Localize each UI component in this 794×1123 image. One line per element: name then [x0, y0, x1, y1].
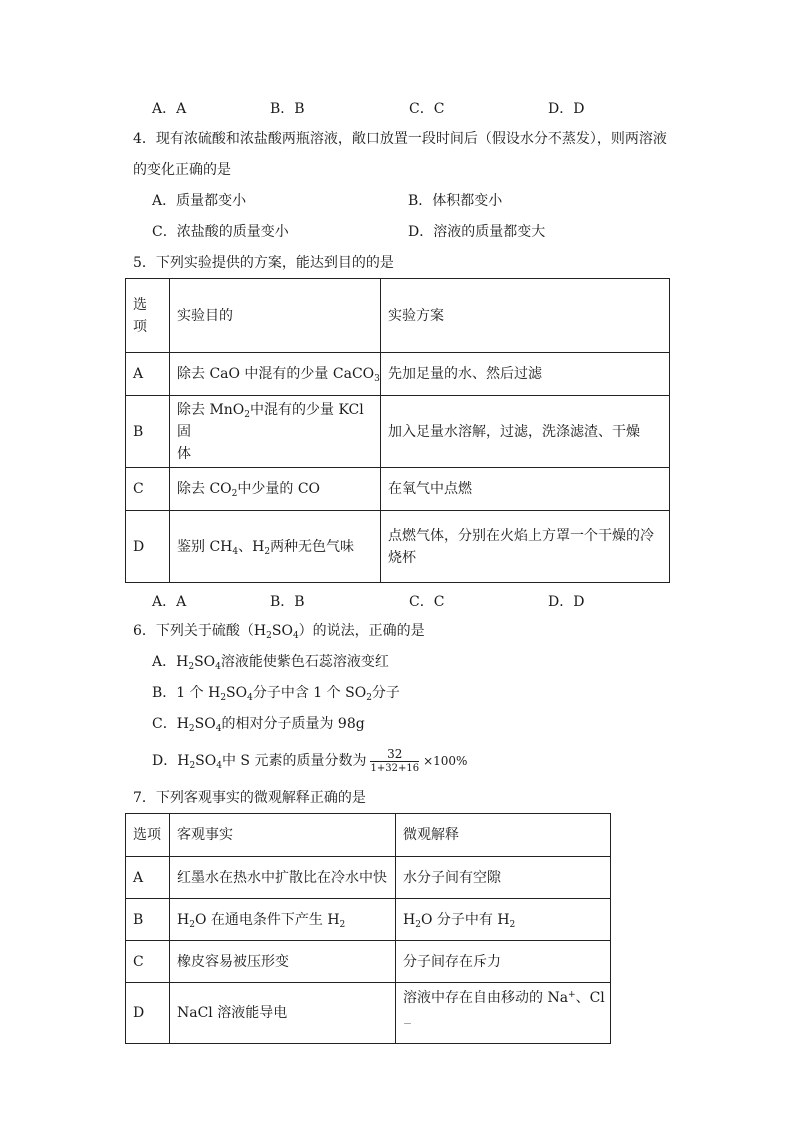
q5-option-c[interactable]: C．C — [409, 594, 445, 610]
q4-option-d[interactable]: D．溶液的质量都变大 — [408, 224, 546, 240]
q3-option-d[interactable]: D．D — [548, 101, 585, 117]
q4-option-a[interactable]: A．质量都变小 — [152, 193, 247, 209]
q4-option-c[interactable]: C．浓盐酸的质量变小 — [152, 224, 289, 240]
q5-stem: 5．下列实验提供的方案，能达到目的的是 — [133, 255, 394, 271]
q7-row-a-option: A — [126, 857, 170, 899]
q5-row-b-option: B — [126, 396, 170, 468]
q5-table — [125, 278, 670, 583]
q7-row-b-fact: $H_2O$ 在通电条件下产生 $H_2$ — [170, 899, 396, 941]
table-row — [126, 857, 611, 899]
q3-option-c[interactable]: C．C — [409, 101, 445, 117]
q7-row-d-option: D — [126, 983, 170, 1044]
q5-header-option: 选 项 — [126, 279, 170, 353]
table-row — [126, 468, 670, 511]
q7-header-row — [126, 814, 611, 857]
q6-stem: 6．下列关于硫酸$(H_2SO_4)$的说法，正确的是 — [133, 623, 425, 641]
q5-option-d[interactable]: D．D — [548, 594, 585, 610]
q7-stem: 7．下列客观事实的微观解释正确的是 — [133, 790, 366, 806]
q5-row-d-plan: 点燃气体，分别在火焰上方罩一个干燥的冷 烧杯 — [381, 511, 670, 583]
q7-row-c-explanation: 分子间存在斥力 — [396, 941, 611, 983]
q5-row-a-plan: 先加足量的水、然后过滤 — [381, 353, 670, 396]
table-row — [126, 899, 611, 941]
q7-header-option: 选项 — [126, 814, 170, 857]
table-row — [126, 941, 611, 983]
q6-option-d[interactable]: D．$H_2SO_4$中 S 元素的质量分数为 $\frac{32}{1+32+16}$ ×100% — [152, 746, 468, 774]
q7-row-a-explanation: 水分子间有空隙 — [396, 857, 611, 899]
q4-stem-line1: 4．现有浓硫酸和浓盐酸两瓶溶液，敞口放置一段时间后（假设水分不蒸发），则两溶液 — [133, 131, 667, 147]
table-row — [126, 396, 670, 468]
q3-option-a[interactable]: A．A — [152, 101, 187, 117]
q5-option-b[interactable]: B．B — [270, 594, 305, 610]
q5-row-c-plan: 在氧气中点燃 — [381, 468, 670, 511]
q5-header-aim: 实验目的 — [170, 279, 381, 353]
q5-options — [152, 591, 712, 609]
table-row — [126, 511, 670, 583]
q3-option-b[interactable]: B．B — [270, 101, 305, 117]
q5-row-d-option: D — [126, 511, 170, 583]
q7-row-c-option: C — [126, 941, 170, 983]
q7-row-c-fact: 橡皮容易被压形变 — [170, 941, 396, 983]
q7-header-explanation: 微观解释 — [396, 814, 611, 857]
q5-row-b-plan: 加入足量水溶解，过滤，洗涤滤渣、干燥 — [381, 396, 670, 468]
q7-row-a-fact: 红墨水在热水中扩散比在冷水中快 — [170, 857, 396, 899]
table-row — [126, 353, 670, 396]
q6-option-a[interactable]: A．$H_2SO_4$溶液能使紫色石蕊溶液变红 — [152, 654, 389, 672]
q5-row-a-option: A — [126, 353, 170, 396]
q5-row-b-aim: 除去 MnO$_2$中混有的少量 KCl 固 体 — [170, 396, 381, 468]
q5-row-c-aim: 除去 $CO_2$中少量的 CO — [170, 468, 381, 511]
q5-row-d-aim: 鉴别 $CH_4$、$H_2$两种无色气味 — [170, 511, 381, 583]
q7-row-b-explanation: $H_2O$ 分子中有 $H_2$ — [396, 899, 611, 941]
q4-option-b[interactable]: B．体积都变小 — [408, 193, 503, 209]
q7-row-d-fact: NaCl 溶液能导电 — [170, 983, 396, 1044]
q5-row-a-aim: 除去 CaO 中混有的少量 CaCO$_3$ — [170, 353, 381, 396]
q5-row-c-option: C — [126, 468, 170, 511]
q7-row-b-option: B — [126, 899, 170, 941]
mass-fraction: $\frac{32}{1+32+16}$ — [370, 746, 420, 774]
table-row — [126, 983, 611, 1044]
q7-header-fact: 客观事实 — [170, 814, 396, 857]
q3-options — [152, 98, 712, 116]
q4-stem-line2: 的变化正确的是 — [133, 162, 231, 178]
q7-row-d-explanation: 溶液中存在自由移动的 Na+、Cl－ — [396, 983, 611, 1044]
q6-option-b[interactable]: B．1 个 $H_2SO_4$分子中含 1 个 $SO_2$分子 — [152, 685, 400, 703]
q5-header-plan: 实验方案 — [381, 279, 670, 353]
q6-option-c[interactable]: C．$H_2SO_4$的相对分子质量为 98g — [152, 716, 365, 734]
q7-table — [125, 813, 611, 1044]
q5-header-row — [126, 279, 670, 353]
q5-option-a[interactable]: A．A — [152, 594, 187, 610]
